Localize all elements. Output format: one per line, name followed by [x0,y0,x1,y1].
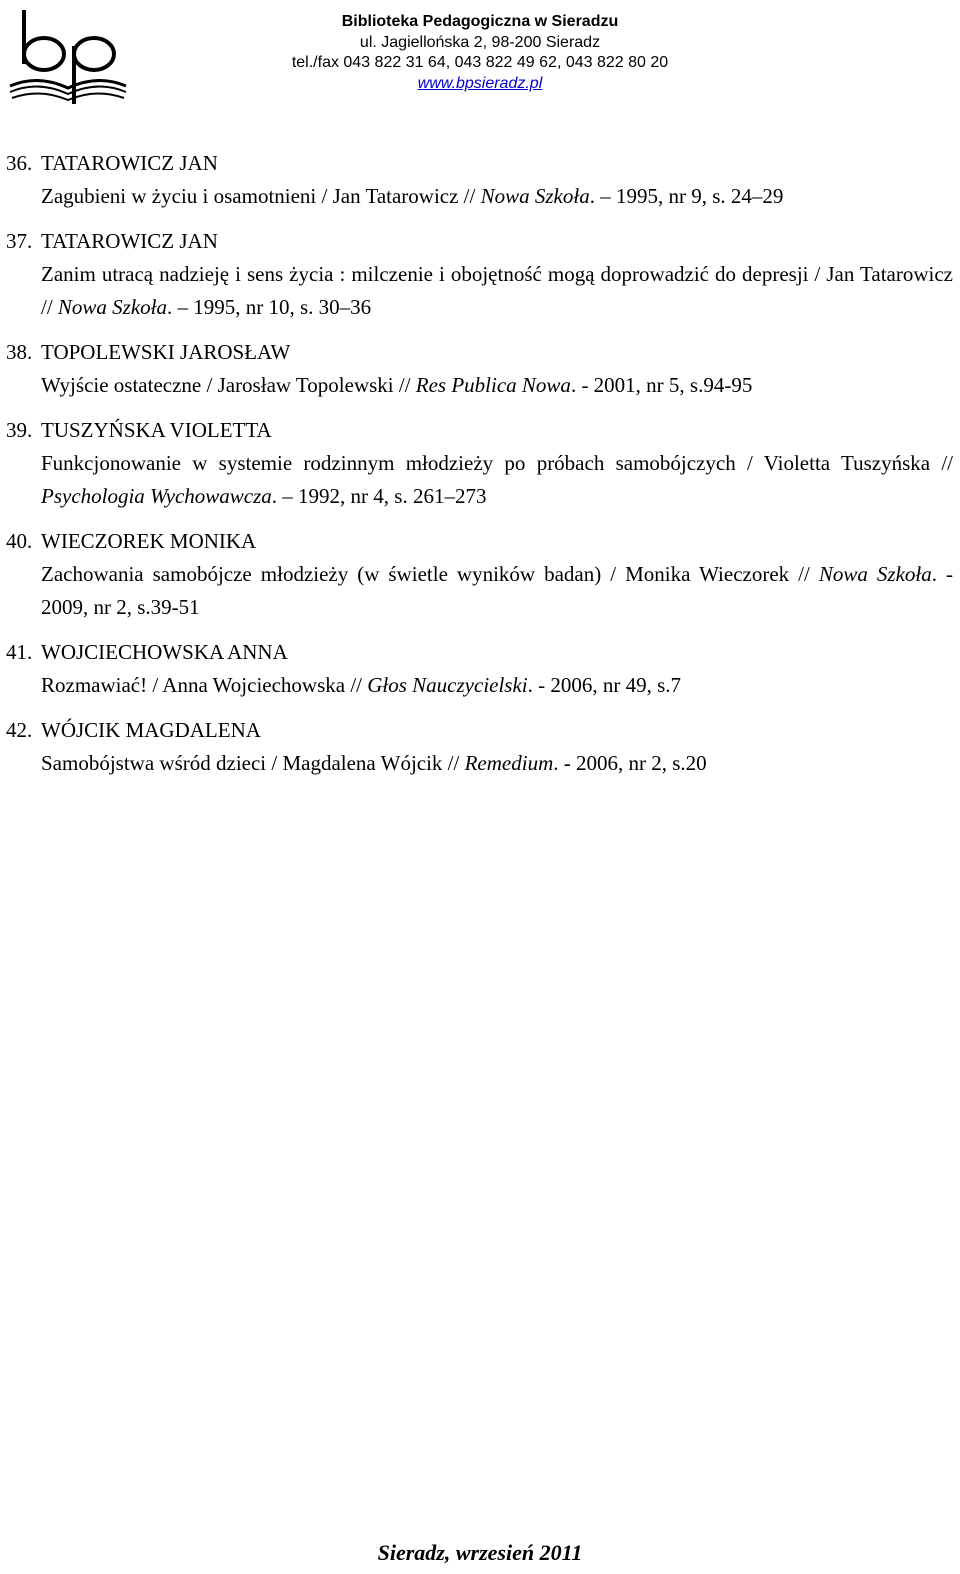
entry-journal: Nowa Szkoła [818,562,932,586]
entry-number: 36. [6,151,33,175]
entry-author: TUSZYŃSKA VIOLETTA [41,418,272,442]
bibliography-entry [0,713,960,780]
library-name: Biblioteka Pedagogiczna w Sieradzu [341,13,619,30]
entry-number: 37. [6,229,33,253]
entry-journal: Głos Nauczycielski [367,673,528,697]
entry-journal: Res Publica Nowa [415,373,571,397]
bibliography-entry [0,146,960,213]
bibliography-entry [0,224,960,324]
entry-number: 42. [6,718,33,742]
entry-journal: Nowa Szkoła [480,184,590,208]
page-footer: Sieradz, wrzesień 2011 [377,1540,583,1565]
entry-number: 40. [6,529,33,553]
entry-description: Zagubieni w życiu i osamotnieni / Jan Tatarowicz // Nowa Szkoła. – 1995, nr 9, s. 24–29 [41,184,784,208]
entry-author: WIECZOREK MONIKA [41,529,257,553]
entry-number: 41. [6,640,33,664]
bibliography-entry [0,413,960,513]
entry-description: Zachowania samobójcze młodzieży (w świetle wyników badan) / Monika Wieczorek // Nowa Szkoła. - 2009, nr 2, s.39-51 [41,562,953,619]
bibliography-list [0,146,960,791]
library-logo [4,4,132,104]
library-phone: tel./fax 043 822 31 64, 043 822 49 62, 043 822 80 20 [291,54,669,71]
entry-author: TOPOLEWSKI JAROSŁAW [41,340,291,364]
library-address: ul. Jagiellońska 2, 98-200 Sieradz [359,33,601,51]
entry-description: Zanim utracą nadzieję i sens życia : milczenie i obojętność mogą doprowadzić do depresji / Jan Tatarowicz // Nowa Szkoła. – 1995, nr 10, s. 30–36 [41,262,953,319]
entry-description: Samobójstwa wśród dzieci / Magdalena Wójcik // Remedium. - 2006, nr 2, s.20 [41,751,707,775]
entry-description: Funkcjonowanie w systemie rodzinnym młodzieży po próbach samobójczych / Violetta Tuszyńska // Psychologia Wychowawcza. – 1992, nr 4, s. 261–273 [41,451,953,508]
entry-journal: Remedium [464,751,554,775]
bibliography-entry [0,524,960,624]
entry-author: WÓJCIK MAGDALENA [41,718,261,742]
entry-number: 38. [6,340,33,364]
entry-description: Wyjście ostateczne / Jarosław Topolewski // Res Publica Nowa. - 2001, nr 5, s.94-95 [41,373,753,397]
library-header [250,12,710,94]
library-website-link[interactable]: www.bpsieradz.pl [417,74,543,92]
entry-journal: Nowa Szkoła [57,295,168,319]
entry-author: TATAROWICZ JAN [41,151,218,175]
entry-description: Rozmawiać! / Anna Wojciechowska // Głos Nauczycielski. - 2006, nr 49, s.7 [41,673,682,697]
entry-author: WOJCIECHOWSKA ANNA [41,640,288,664]
bibliography-entry [0,335,960,402]
bp-logo-icon [10,10,126,104]
entry-author: TATAROWICZ JAN [41,229,218,253]
entry-journal: Psychologia Wychowawcza [41,484,272,508]
bibliography-entry [0,635,960,702]
entry-number: 39. [6,418,33,442]
